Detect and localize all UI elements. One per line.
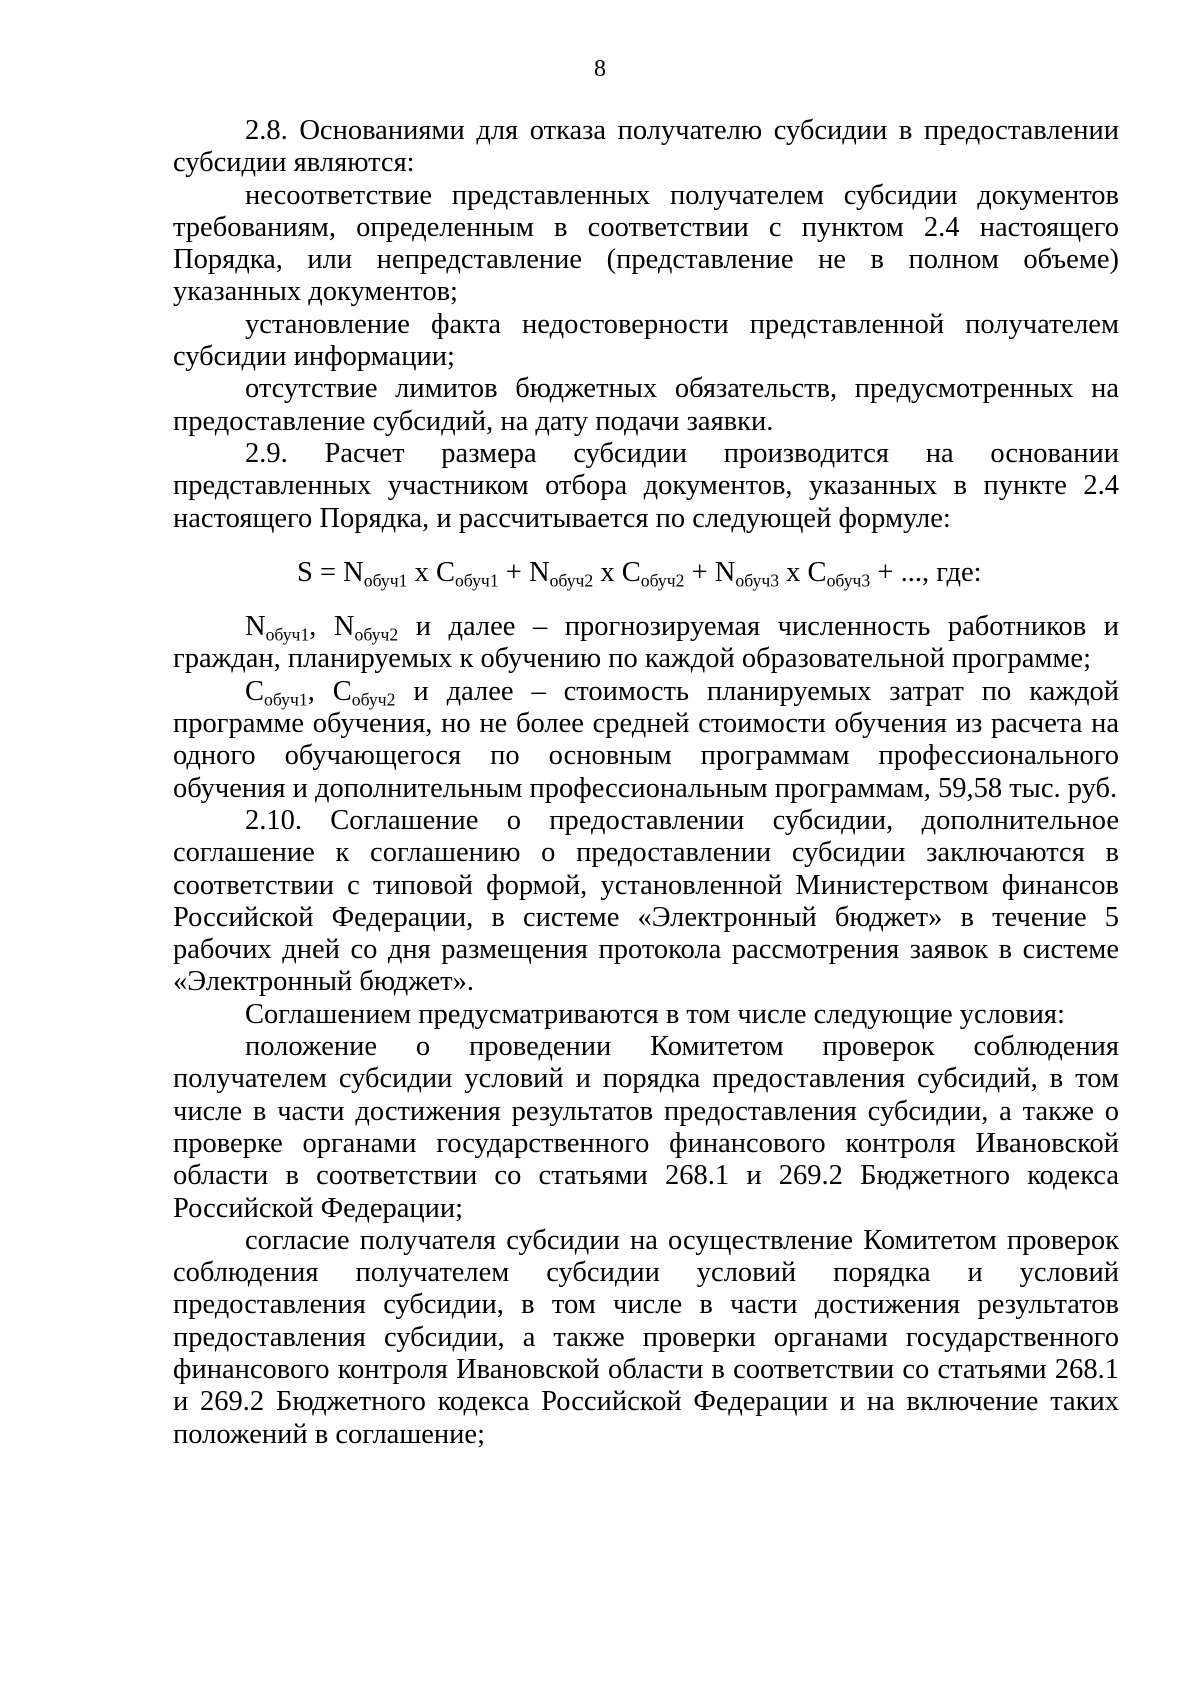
document-body <box>173 115 1119 1451</box>
paragraph-false-info: установление факта недостоверности представленной получателем субсидии информации; <box>173 308 1119 373</box>
formula: $S = N_{обуч1}$ x $C_{обуч1} + N_{обуч2}$ x $C_{обуч2} + N_{обуч3}$ x $C_{обуч3}$ + ..., где: <box>297 556 982 591</box>
paragraph-no-limits: отсутствие лимитов бюджетных обязательств, предусмотренных на предоставление субсидий, на дату подачи заявки. <box>173 373 1119 437</box>
definition-c: $C_{обуч1}$, $C_{обуч2}$ и далее – стоимость планируемых затрат по каждой программе обучения, но не более средней стоимости обучения из расчета на одного обучающегося по основным программам профессионального обучения и дополнительным профессиональным программам, 59,58 тыс. руб. <box>173 675 1120 804</box>
paragraph-nonconformity: несоответствие представленных получателем субсидии документов требованиям, определенным в соответствии с пунктом 2.4 настоящего Порядка, или непредставление (представление не в полном объеме) указанных документов; <box>173 179 1119 308</box>
paragraph-conditions: Соглашением предусматриваются в том числе следующие условия: <box>245 998 1065 1030</box>
paragraph-inspection-provision: положение о проведении Комитетом проверок соблюдения получателем субсидии условий и порядка предоставления субсидий, в том числе в части достижения результатов предоставления субсидии, а также о проверке органами государственного финансового контроля Ивановской области в соответствии со статьями 268.1 и 269.2 Бюджетного кодекса Российской Федерации; <box>173 1031 1119 1224</box>
paragraph-2-10: 2.10. Соглашение о предоставлении субсидии, дополнительное соглашение к соглашению о предоставлении субсидии заключаются в соответствии с типовой формой, установленной Министерством финансов Российской Федерации, в системе «Электронный бюджет» в течение 5 рабочих дней со дня размещения протокола рассмотрения заявок в системе «Электронный бюджет». <box>173 804 1119 998</box>
page-number: 8 <box>594 56 606 82</box>
paragraph-2-9: 2.9. Расчет размера субсидии производится на основании представленных участником отбора документов, указанных в пункте 2.4 настоящего Порядка, и рассчитывается по следующей формуле: <box>173 437 1119 534</box>
definition-n: $N_{обуч1}$, $N_{обуч2}$ и далее – прогнозируемая численность работников и граждан, планируемых к обучению по каждой образовательной программе; <box>173 611 1119 675</box>
paragraph-2-8: 2.8. Основаниями для отказа получателю субсидии в предоставлении субсидии являются: <box>173 115 1119 179</box>
paragraph-consent: согласие получателя субсидии на осуществление Комитетом проверок соблюдения получателем субсидии условий порядка и условий предоставления субсидии, в том числе в части достижения результатов предоставления субсидии, а также проверки органами государственного финансового контроля Ивановской области в соответствии со статьями 268.1 и 269.2 Бюджетного кодекса Российской Федерации и на включение таких положений в соглашение; <box>173 1224 1119 1450</box>
